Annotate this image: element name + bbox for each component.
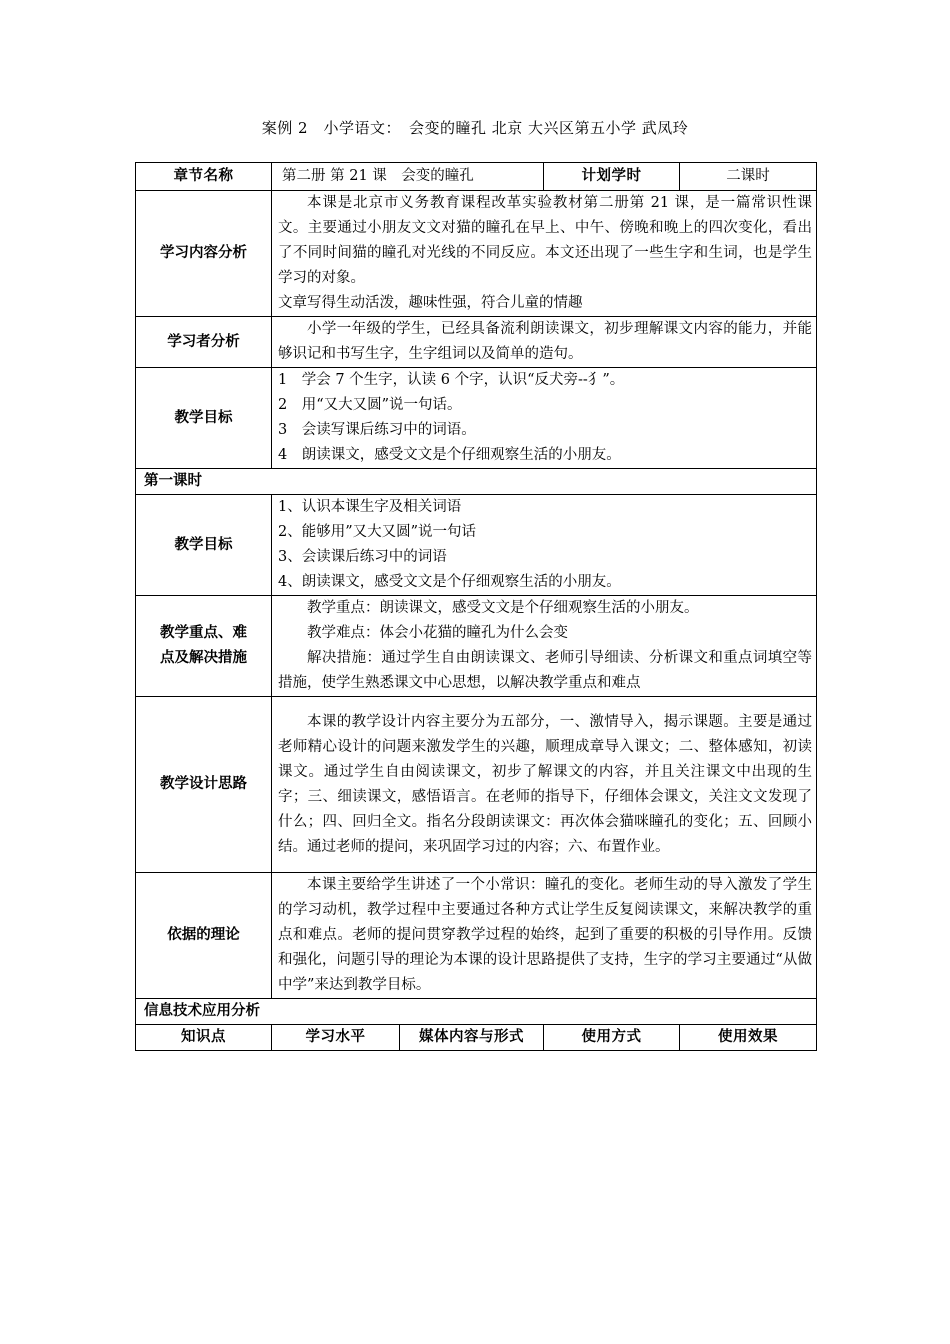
lesson-goal-item: 4、朗读课文，感受文文是个仔细观察生活的小朋友。 [278, 574, 621, 590]
theory-text [272, 873, 817, 999]
theory-para: 本课主要给学生讲述了一个小常识：瞳孔的变化。老师生动的导入激发了学生的学习动机，教学过程中主要通过各种方式让学生反复阅读课文，来解决教学的重点和难点。老师的提问贯穿教学过程的始终，起到了重要的积极的引导作用。反馈和强化，问题引导的理论为本课的设计思路提供了支持，生字的学习主要通过“从做中学”来达到教学目标。 [278, 877, 813, 993]
design-thinking-label: 教学设计思路 [136, 697, 272, 873]
theory-row [136, 873, 817, 999]
learner-analysis-para: 小学一年级的学生，已经具备流利朗读课文，初步理解课文内容的能力，并能够识记和书写生字，生字组词以及简单的造句。 [278, 321, 813, 362]
design-thinking-text [272, 697, 817, 873]
lesson-goals-label: 教学目标 [136, 495, 272, 596]
content-analysis-para1: 本课是北京市义务教育课程改革实验教材第二册第 21 课，是一篇常识性课文。主要通过小朋友文文对猫的瞳孔在早上、中午、傍晚和晚上的四次变化，看出了不同时间猫的瞳孔对光线的不同反应。本文还出现了一些生字和生词，也是学生学习的对象。 [278, 195, 813, 286]
it-column-header: 使用效果 [680, 1025, 817, 1051]
key-point: 教学重点：朗读课文，感受文文是个仔细观察生活的小朋友。 [307, 600, 699, 616]
it-columns-row [136, 1025, 817, 1051]
it-column-header: 使用方式 [544, 1025, 680, 1051]
key-points-label-line1: 教学重点、难 [160, 625, 247, 641]
lesson-goals-row [136, 495, 817, 596]
it-column-header: 学习水平 [272, 1025, 400, 1051]
learner-analysis-row [136, 317, 817, 368]
it-analysis-row [136, 999, 817, 1025]
teaching-goal-item: 2 用“又大又圆”说一句话。 [278, 397, 462, 413]
measures: 解决措施：通过学生自由朗读课文、老师引导细读、分析课文和重点词填空等措施，使学生熟悉课文中心思想，以解决教学重点和难点 [278, 650, 813, 691]
content-analysis-text [272, 191, 817, 317]
lesson-goals-list [272, 495, 817, 596]
teaching-goals-label: 教学目标 [136, 368, 272, 469]
teaching-goal-item: 1 学会 7 个生字，认读 6 个字，认识“反犬旁--犭”。 [278, 372, 625, 388]
lesson-goal-item: 3、会读课后练习中的词语 [278, 549, 447, 565]
teaching-goal-item: 3 会读写课后练习中的词语。 [278, 422, 476, 438]
header-row [136, 163, 817, 191]
key-points-label-line2: 点及解决措施 [160, 650, 247, 666]
theory-label: 依据的理论 [136, 873, 272, 999]
lesson-goal-item: 2、能够用”又大又圆”说一句话 [278, 524, 477, 540]
lesson-goal-item: 1、认识本课生字及相关词语 [278, 499, 462, 515]
content-analysis-row [136, 191, 817, 317]
content-analysis-para2: 文章写得生动活泼，趣味性强，符合儿童的情趣 [278, 295, 583, 311]
first-lesson-row [136, 469, 817, 495]
teaching-goals-row [136, 368, 817, 469]
key-points-row [136, 596, 817, 697]
chapter-label: 章节名称 [136, 163, 272, 191]
learner-analysis-label: 学习者分析 [136, 317, 272, 368]
teaching-goals-list [272, 368, 817, 469]
design-thinking-row [136, 697, 817, 873]
it-column-header: 知识点 [136, 1025, 272, 1051]
hours-label: 计划学时 [544, 163, 680, 191]
design-thinking-para: 本课的教学设计内容主要分为五部分，一、激情导入，揭示课题。主要是通过老师精心设计的问题来激发学生的兴趣，顺理成章导入课文；二、整体感知，初读课文。通过学生自由阅读课文，初步了解课文的内容，并且关注课文中出现的生字；三、细读课文，感悟语言。在老师的指导下，仔细体会课文，关注文文发现了什么；四、回归全文。指名分段朗读课文：再次体会猫咪瞳孔的变化；五、回顾小结。通过老师的提问，来巩固学习过的内容；六、布置作业。 [278, 713, 813, 855]
key-points-label [136, 596, 272, 697]
chapter-value: 第二册 第 21 课 会变的瞳孔 [272, 163, 544, 191]
hours-value: 二课时 [680, 163, 817, 191]
document-title: 案例 2 小学语文： 会变的瞳孔 北京 大兴区第五小学 武凤玲 [261, 119, 689, 137]
it-column-header: 媒体内容与形式 [400, 1025, 544, 1051]
difficulty-point: 教学难点：体会小花猫的瞳孔为什么会变 [307, 625, 568, 641]
first-lesson-label: 第一课时 [136, 469, 817, 495]
key-points-text [272, 596, 817, 697]
learner-analysis-text [272, 317, 817, 368]
teaching-goal-item: 4 朗读课文，感受文文是个仔细观察生活的小朋友。 [278, 447, 621, 463]
lesson-plan-table [135, 162, 817, 1051]
it-analysis-label: 信息技术应用分析 [136, 999, 817, 1025]
content-analysis-label: 学习内容分析 [136, 191, 272, 317]
